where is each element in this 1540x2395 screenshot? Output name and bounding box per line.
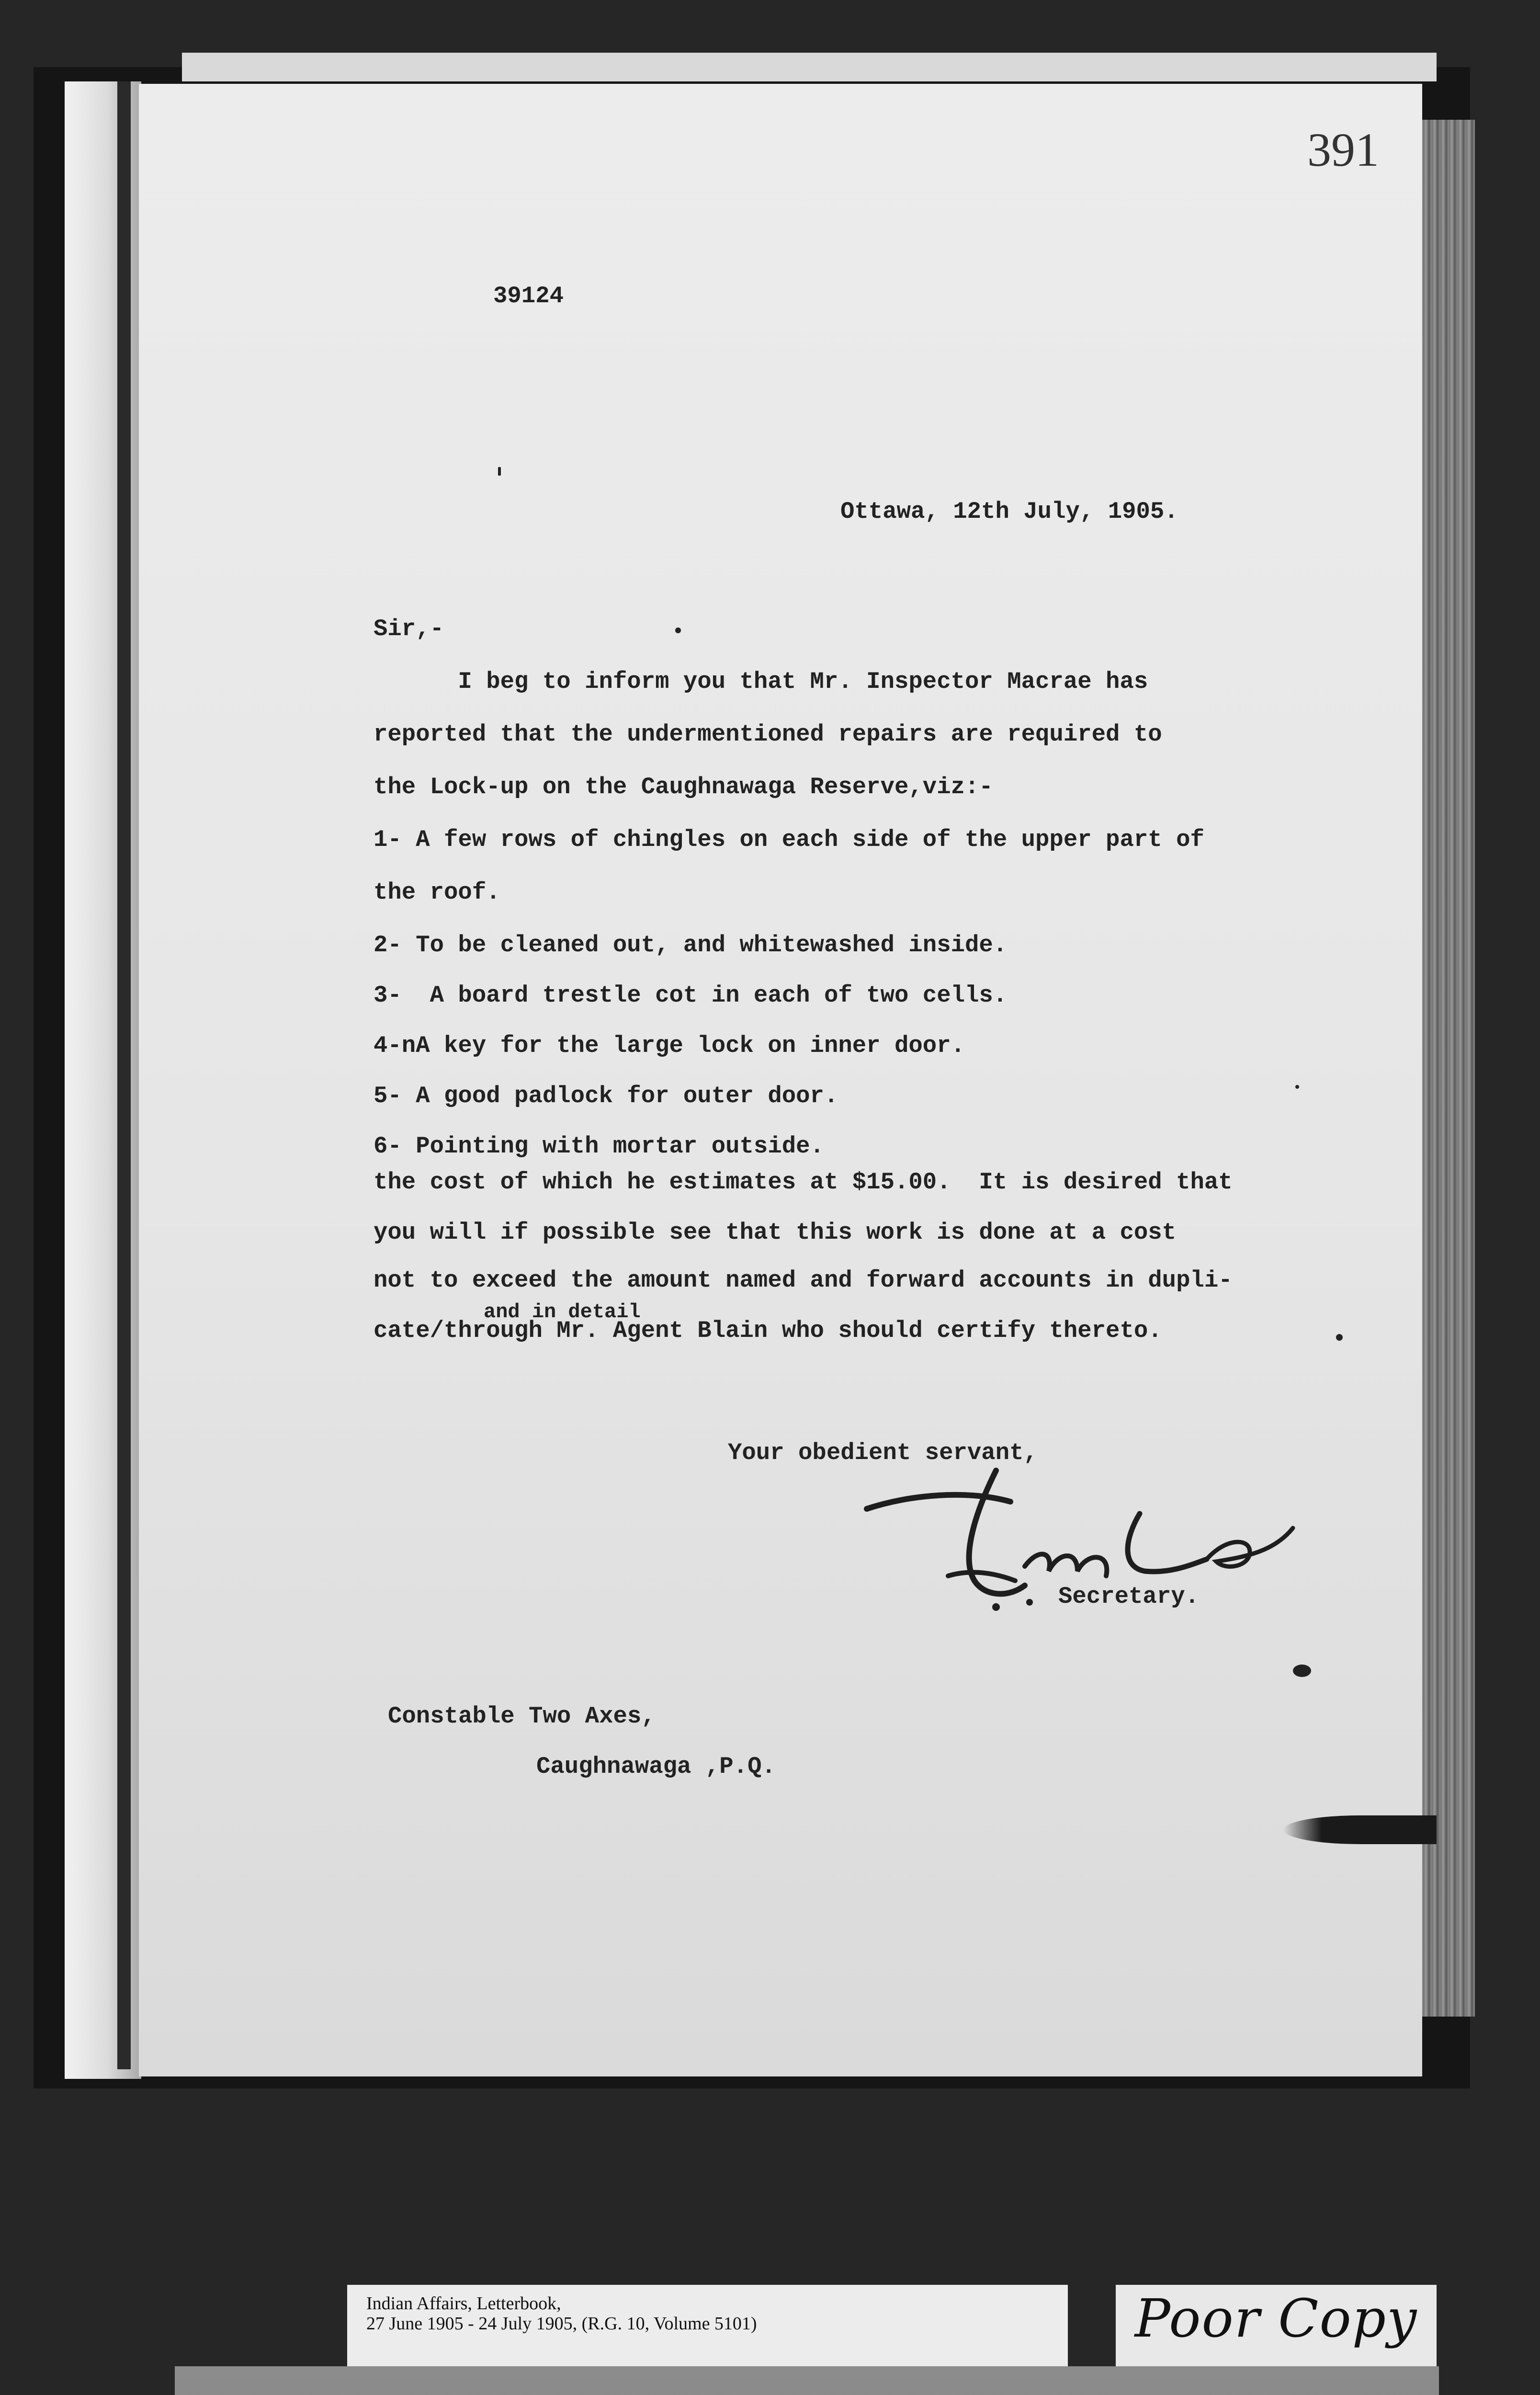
page-number: 391 — [1307, 123, 1379, 176]
body-line: the cost of which he estimates at $15.00. It is desired that — [374, 1169, 1233, 1196]
page-top-strip — [182, 53, 1437, 81]
body-line: cate/through Mr. Agent Blain who should certify thereto. — [374, 1317, 1162, 1344]
body-line: I beg to inform you that Mr. Inspector Macrae has — [374, 668, 1148, 695]
reference-label-line1: Indian Affairs, Letterbook, — [366, 2293, 561, 2314]
body-line: 5- A good padlock for outer door. — [374, 1083, 838, 1109]
reference-label — [347, 2285, 1068, 2366]
page-fold-shadow — [1283, 1815, 1437, 1844]
addressee-place: Caughnawaga ,P.Q. — [536, 1753, 776, 1780]
body-line: you will if possible see that this work is done at a cost — [374, 1219, 1177, 1246]
body-line: not to exceed the amount named and forward accounts in dupli- — [374, 1267, 1233, 1294]
addressee-name: Constable Two Axes, — [388, 1703, 656, 1730]
body-line: 3- A board trestle cot in each of two cells. — [374, 982, 1008, 1009]
dateline: Ottawa, 12th July, 1905. — [840, 498, 1178, 525]
binding-shadow-line — [117, 81, 131, 2069]
body-line: 2- To be cleaned out, and whitewashed inside. — [374, 932, 1008, 958]
handwritten-insert: and in detail — [484, 1300, 641, 1323]
body-line: 4-nA key for the large lock on inner door. — [374, 1032, 965, 1059]
body-line: reported that the undermentioned repairs are required to — [374, 721, 1162, 748]
body-line: the roof. — [374, 879, 500, 906]
body-line: the Lock-up on the Caughnawaga Reserve,viz:- — [374, 774, 993, 800]
file-number: 39124 — [493, 283, 564, 309]
poor-copy-text: Poor Copy — [1134, 2288, 1418, 2349]
salutation: Sir,- — [374, 616, 444, 642]
body-line: 1- A few rows of chingles on each side of the upper part of — [374, 826, 1204, 853]
signature-title: Secretary. — [1058, 1583, 1200, 1610]
letter-page — [139, 84, 1422, 2076]
poor-copy-label — [1116, 2285, 1437, 2366]
reference-label-line2: 27 June 1905 - 24 July 1905, (R.G. 10, Volume 5101) — [366, 2314, 757, 2334]
closing: Your obedient servant, — [728, 1439, 1038, 1466]
body-line: 6- Pointing with mortar outside. — [374, 1133, 824, 1160]
archive-banner — [175, 2366, 1439, 2395]
